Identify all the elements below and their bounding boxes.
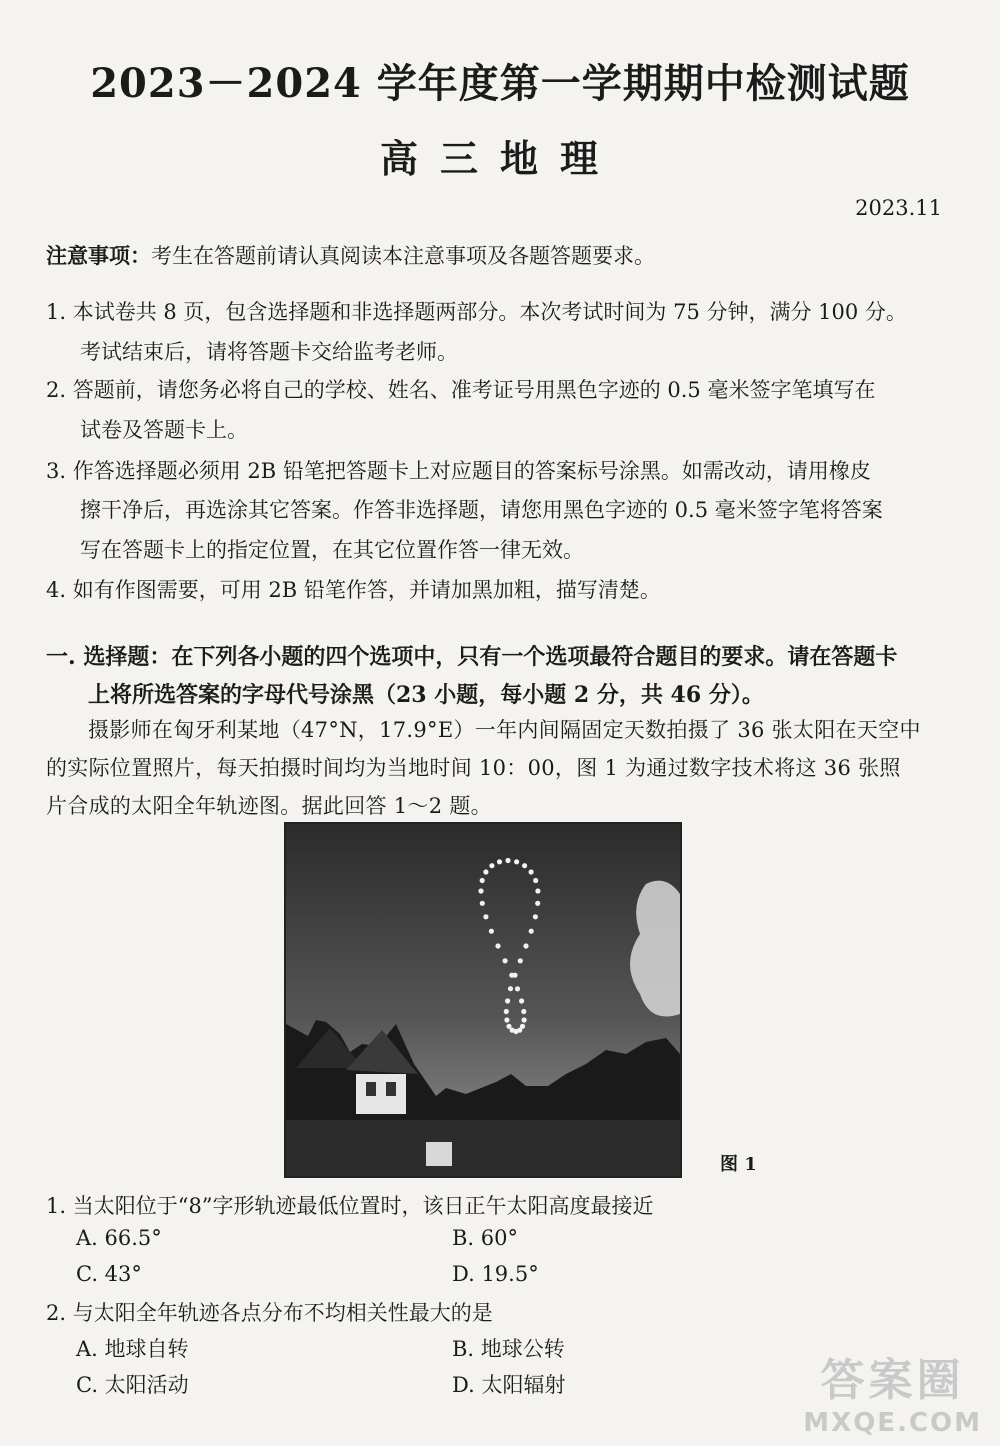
sun-dot: [529, 929, 534, 934]
sun-dot: [535, 901, 540, 906]
sun-dot: [489, 929, 494, 934]
house-window: [366, 1082, 376, 1096]
notice-item-1-line1: 1. 本试卷共 8 页，包含选择题和非选择题两部分。本次考试时间为 75 分钟，满分 100 分。: [46, 300, 907, 324]
material-line3: 片合成的太阳全年轨迹图。据此回答 1～2 题。: [46, 794, 492, 818]
question-1-option-d: D. 19.5°: [452, 1262, 539, 1286]
notice-label: 注意事项：: [46, 243, 151, 268]
sun-dot: [503, 958, 508, 963]
question-2-option-b: B. 地球公转: [452, 1337, 565, 1361]
house-wall: [356, 1074, 406, 1114]
notice-item-2-line1: 2. 答题前，请您务必将自己的学校、姓名、准考证号用黑色字迹的 0.5 毫米签字笔填写在: [46, 378, 876, 402]
notice-item-3-line1: 3. 作答选择题必须用 2B 铅笔把答题卡上对应题目的答案标号涂黑。如需改动，请用橡皮: [46, 459, 871, 483]
sun-dot: [518, 958, 523, 963]
sun-dot: [533, 914, 538, 919]
question-2-option-c: C. 太阳活动: [76, 1373, 189, 1397]
sun-dot: [515, 986, 520, 991]
sun-dot: [480, 878, 485, 883]
section-heading-line1: 一. 选择题：在下列各小题的四个选项中，只有一个选项最符合题目的要求。请在答题卡: [46, 644, 898, 670]
material-line2: 的实际位置照片，每天拍摄时间均为当地时间 10：00，图 1 为通过数字技术将这 36 张照: [46, 756, 901, 780]
question-1-option-a: A. 66.5°: [76, 1226, 162, 1250]
question-2-stem: 2. 与太阳全年轨迹各点分布不均相关性最大的是: [46, 1301, 493, 1325]
sun-dot: [529, 869, 534, 874]
watermark-line2: MXQE.COM: [803, 1408, 982, 1438]
notice-item-4-line1: 4. 如有作图需要，可用 2B 铅笔作答，并请加黑加粗，描写清楚。: [46, 578, 661, 602]
sun-dot: [535, 888, 540, 893]
analemma-photo-illustration: [286, 824, 680, 1176]
sun-dot: [483, 914, 488, 919]
exam-title: 2023－2024 学年度第一学期期中检测试题: [90, 60, 910, 107]
sun-dot: [522, 1017, 527, 1022]
question-1-option-b: B. 60°: [452, 1226, 519, 1250]
sun-dot: [505, 998, 510, 1003]
watermark: [803, 1344, 982, 1438]
sun-dot: [520, 1024, 525, 1029]
sun-dot: [504, 1017, 509, 1022]
sun-dot: [480, 901, 485, 906]
material-line1: 摄影师在匈牙利某地（47°N，17.9°E）一年内间隔固定天数拍摄了 36 张太阳在天空中: [88, 718, 921, 742]
notice-item-1-line2: 考试结束后，请将答题卡交给监考老师。: [80, 340, 458, 364]
analemma-photo: [284, 822, 682, 1178]
sun-dot: [514, 859, 519, 864]
subject-title: 高三地理: [379, 136, 620, 181]
exam-date: 2023.11: [855, 196, 942, 220]
house-window: [386, 1082, 396, 1096]
sun-dot: [504, 1009, 509, 1014]
sun-dot: [509, 973, 514, 978]
watermark-line1: 答案圈: [820, 1355, 965, 1406]
section-heading-line2: 上将所选答案的字母代号涂黑（23 小题，每小题 2 分，共 46 分）。: [88, 682, 764, 708]
street-sign: [426, 1142, 452, 1166]
sun-dot: [489, 863, 494, 868]
sun-dot: [519, 998, 524, 1003]
question-1-stem: 1. 当太阳位于“8”字形轨迹最低位置时，该日正午太阳高度最接近: [46, 1194, 654, 1218]
question-2-option-d: D. 太阳辐射: [452, 1373, 566, 1397]
notice-item-3-line2: 擦干净后，再选涂其它答案。作答非选择题，请您用黑色字迹的 0.5 毫米签字笔将答案: [80, 498, 883, 522]
sun-dot: [497, 859, 502, 864]
question-2-option-a: A. 地球自转: [76, 1337, 189, 1361]
sun-dot: [508, 986, 513, 991]
sun-dot: [483, 869, 488, 874]
sun-dot: [478, 888, 483, 893]
notice-header: [46, 240, 655, 270]
sun-dot: [523, 943, 528, 948]
figure-label: 图 1: [720, 1154, 757, 1175]
sun-dot: [495, 943, 500, 948]
sun-dot: [522, 863, 527, 868]
notice-intro: 考生在答题前请认真阅读本注意事项及各题答题要求。: [151, 244, 655, 268]
sun-dot: [533, 878, 538, 883]
street: [286, 1120, 680, 1176]
notice-item-2-line2: 试卷及答题卡上。: [80, 418, 248, 442]
notice-item-3-line3: 写在答题卡上的指定位置，在其它位置作答一律无效。: [80, 538, 584, 562]
question-1-option-c: C. 43°: [76, 1262, 142, 1286]
sun-dot: [505, 858, 510, 863]
sun-dot: [521, 1009, 526, 1014]
